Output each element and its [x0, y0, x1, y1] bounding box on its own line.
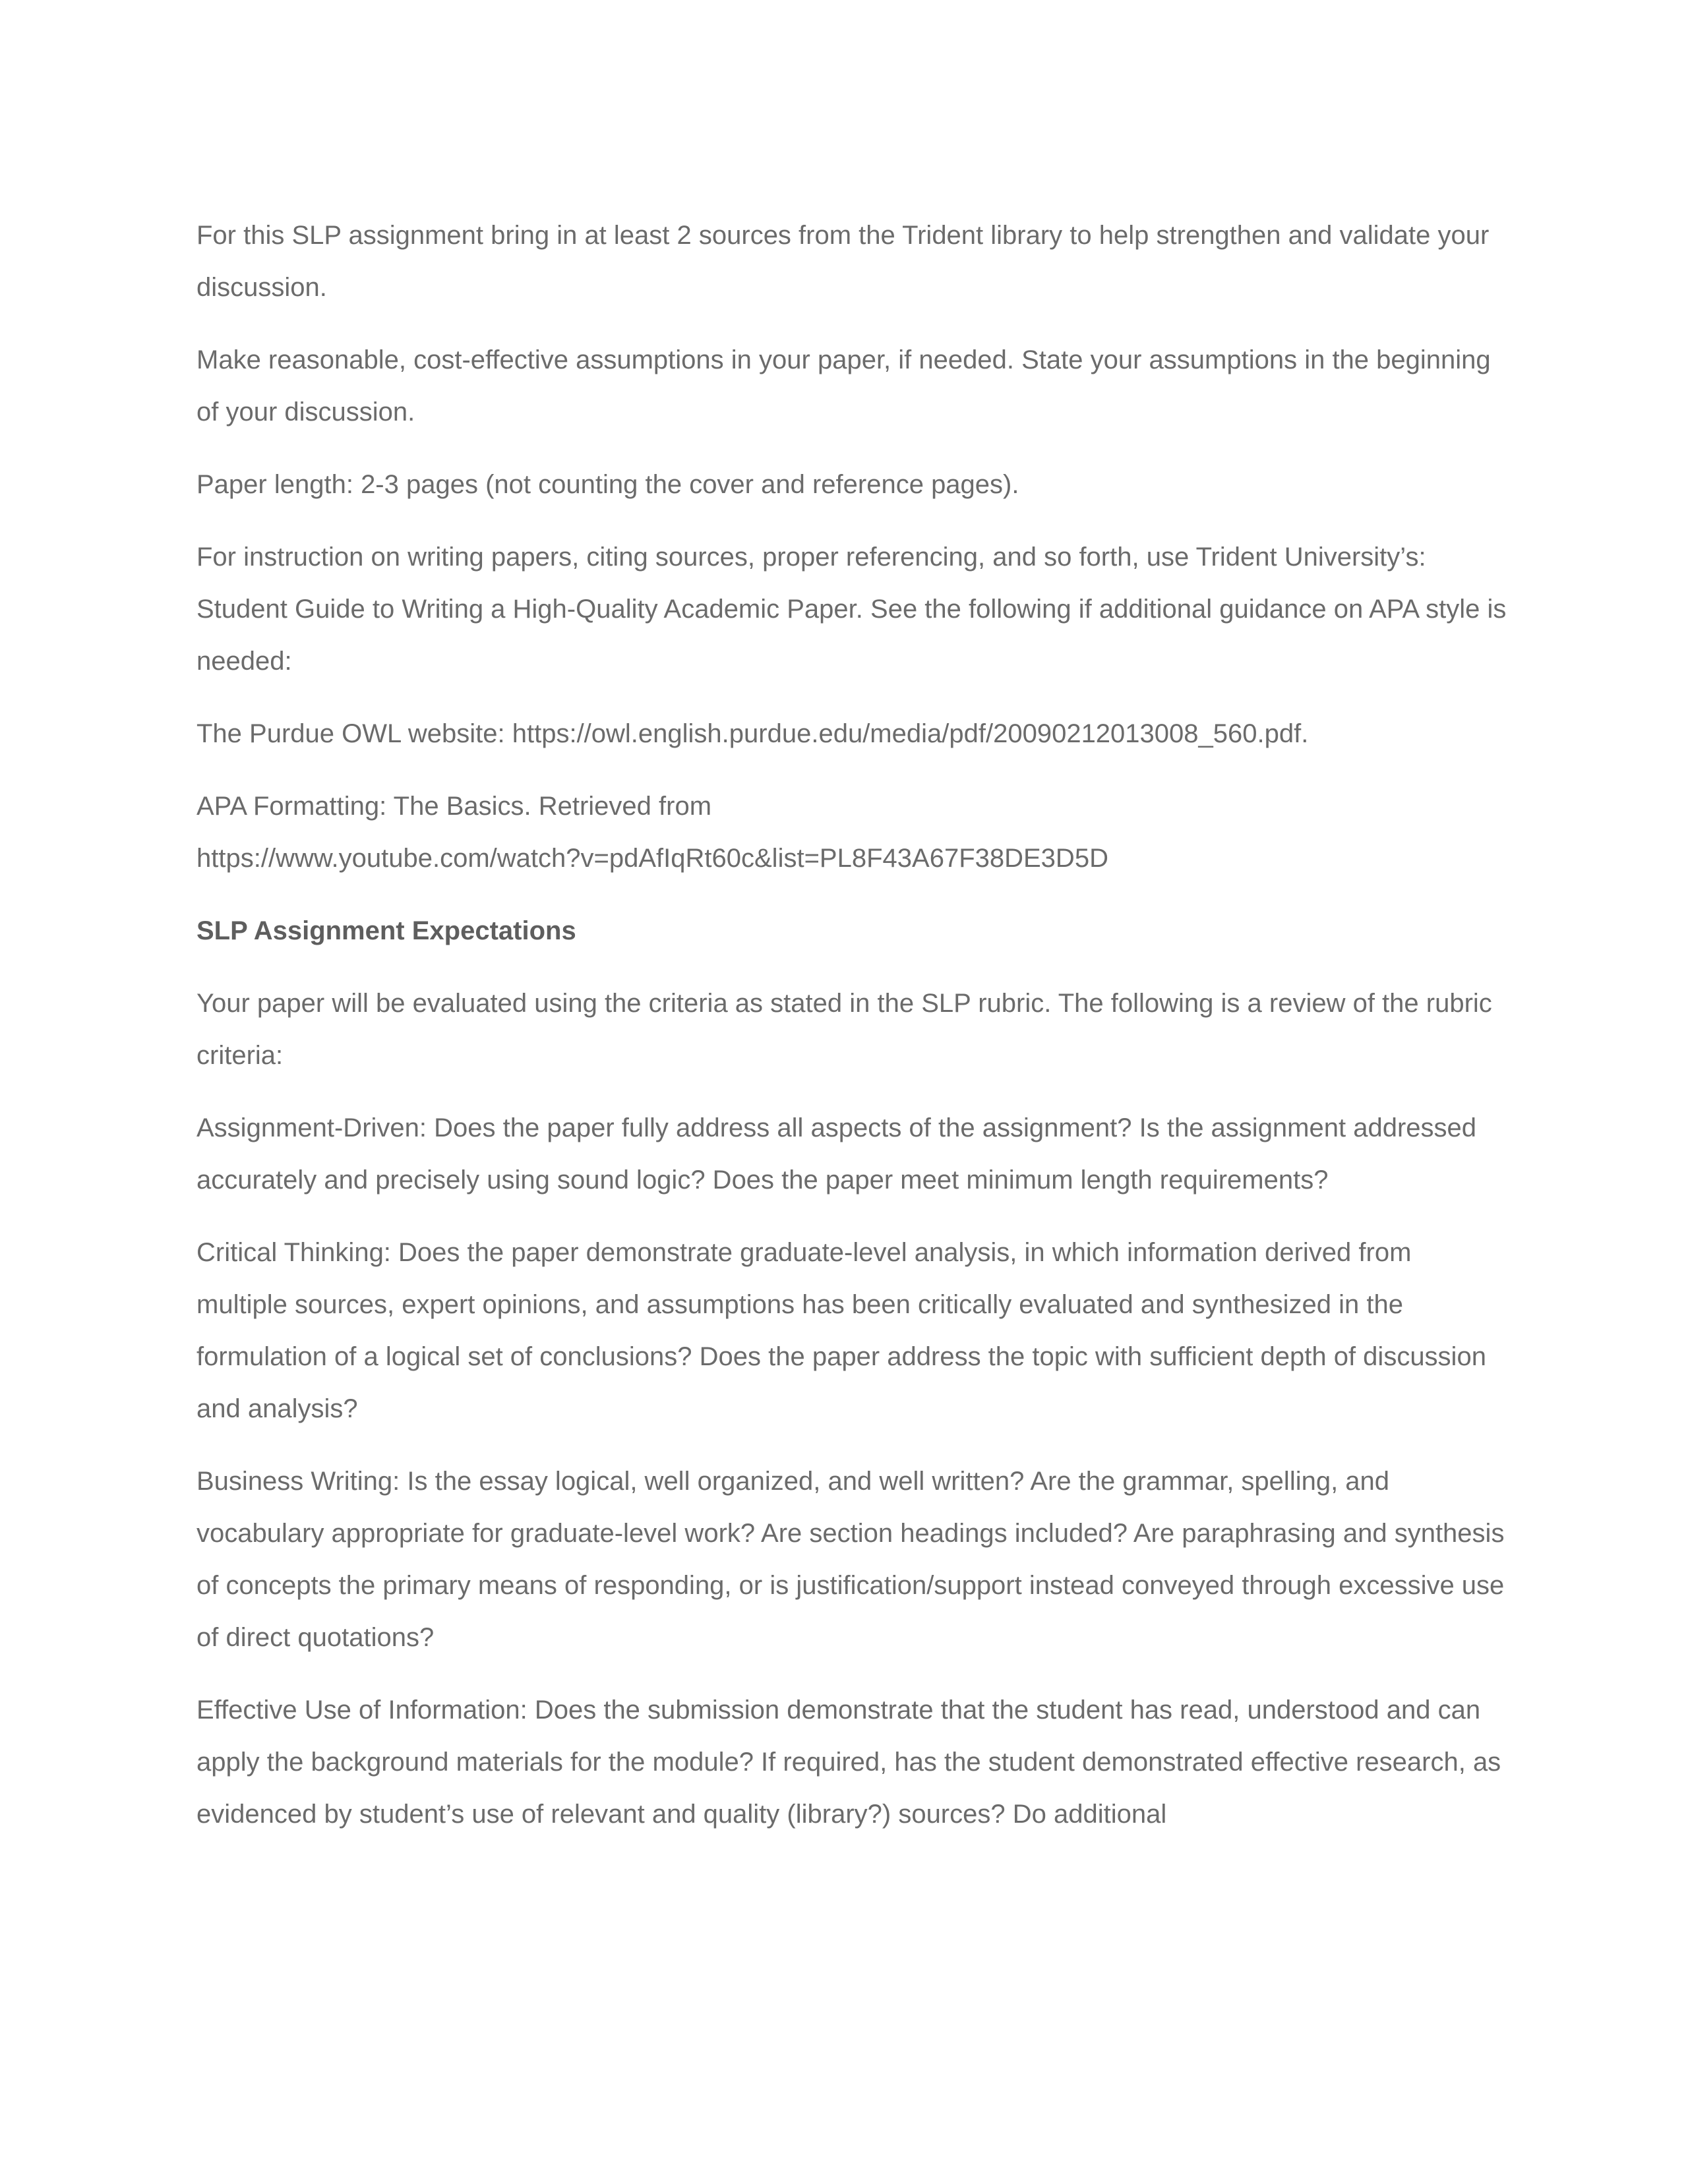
paragraph-rubric-intro: Your paper will be evaluated using the criteria as stated in the SLP rubric. The following is a review of the rubric criteria:: [196, 989, 1492, 1070]
paragraph-business-writing: Business Writing: Is the essay logical, well organized, and well written? Are the grammar, spelling, and vocabulary appropriate for graduate-level work? Are section headings included? Are paraphrasing and synthesis of concepts the primary means of responding, or is justification/support instead conveyed through excessive use of direct quotations?: [196, 1467, 1505, 1652]
document-body: [196, 210, 1509, 1861]
paragraph-apa-formatting: [196, 781, 1509, 885]
paragraph-purdue-owl: The Purdue OWL website: https://owl.english.purdue.edu/media/pdf/20090212013008_560.pdf.: [196, 719, 1309, 748]
paragraph-paper-length: Paper length: 2-3 pages (not counting the cover and reference pages).: [196, 470, 1019, 499]
paragraph-assignment-driven: Assignment-Driven: Does the paper fully address all aspects of the assignment? Is the assignment addressed accurately and precisely using sound logic? Does the paper meet minimum length requirements?: [196, 1113, 1477, 1195]
paragraph-instruction: For instruction on writing papers, citing sources, proper referencing, and so forth, use Trident University’s: Student Guide to Writing a High-Quality Academic Paper. See the following if additional guidance on APA style is needed:: [196, 543, 1507, 676]
apa-formatting-link: https://www.youtube.com/watch?v=pdAfIqRt60c&list=PL8F43A67F38DE3D5D: [196, 844, 1108, 873]
section-heading: SLP Assignment Expectations: [196, 916, 576, 945]
paragraph-critical-thinking: Critical Thinking: Does the paper demonstrate graduate-level analysis, in which information derived from multiple sources, expert opinions, and assumptions has been critically evaluated and synthesized in the formulation of a logical set of conclusions? Does the paper address the topic with sufficient depth of discussion and analysis?: [196, 1238, 1486, 1423]
paragraph-effective-use: Effective Use of Information: Does the submission demonstrate that the student has read, understood and can apply the background materials for the module? If required, has the student demonstrated effective research, as evidenced by student’s use of relevant and quality (library?) sources? Do additional: [196, 1696, 1501, 1829]
apa-formatting-text: APA Formatting: The Basics. Retrieved from: [196, 792, 712, 821]
paragraph-assumptions: Make reasonable, cost-effective assumptions in your paper, if needed. State your assumptions in the beginning of your discussion.: [196, 345, 1491, 427]
paragraph-sources: For this SLP assignment bring in at least 2 sources from the Trident library to help strengthen and validate your discussion.: [196, 221, 1490, 302]
